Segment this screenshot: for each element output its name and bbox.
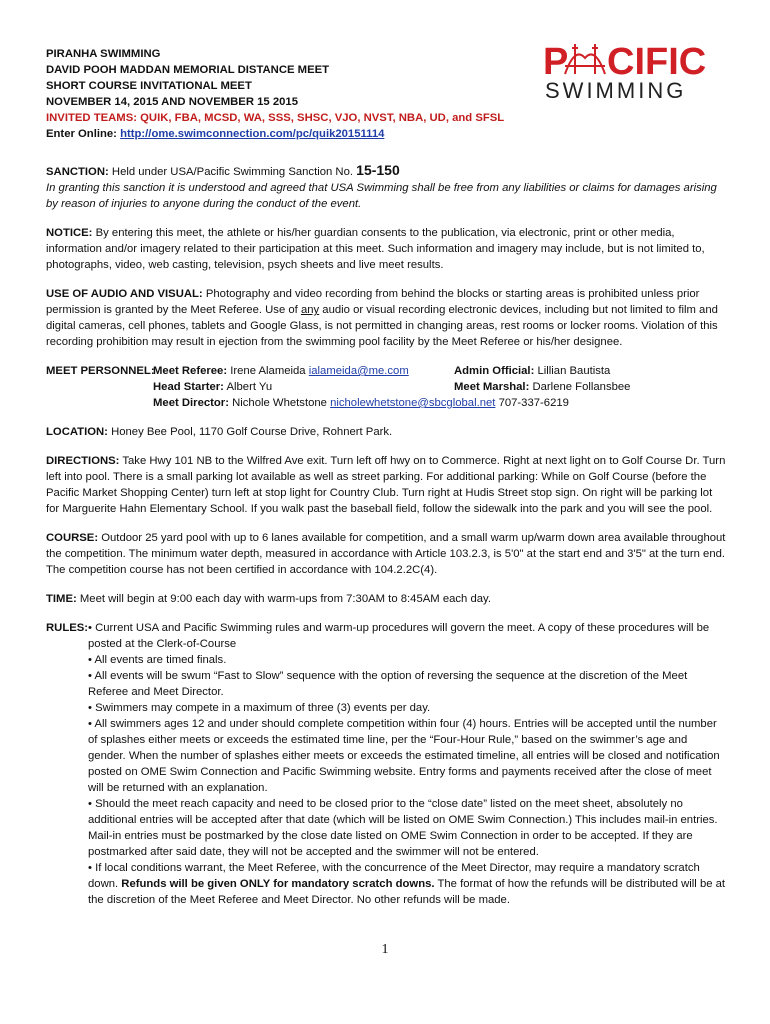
location-section bbox=[46, 424, 726, 440]
svg-text:CIFIC: CIFIC bbox=[607, 41, 707, 83]
directions-text: Take Hwy 101 NB to the Wilfred Ave exit. Turn left off hwy on to Commerce. Right at next light on to Golf Course Dr. Turn left into pool. There is a small parking lot available as well as street parking. For additional parking: While on Golf Course (before the Pacific Market Shopping Center) turn left at stop light for Country Club. Turn right at Hudis Street stop sign. On right will be parking lot for Marguerite Hahn Elementary School. If you walk past the baseball field, follow the sidewalk into the park and you will see the pool. bbox=[46, 455, 726, 515]
invited-teams: INVITED TEAMS: QUIK, FBA, MCSD, WA, SSS, SHSC, VJO, NVST, NBA, UD, and SFSL bbox=[46, 112, 505, 124]
rule-item: • All events are timed finals. bbox=[88, 654, 227, 666]
rule-item: • Current USA and Pacific Swimming rules and warm-up procedures will govern the meet. A copy of these procedures will be posted at the Clerk-of-Course bbox=[88, 622, 710, 650]
sanction-section bbox=[46, 162, 726, 212]
course-label: COURSE: bbox=[46, 532, 99, 544]
bullet-icon: • bbox=[88, 798, 92, 810]
svg-text:P: P bbox=[543, 41, 569, 83]
time-section bbox=[46, 591, 726, 607]
meet-type: SHORT COURSE INVITATIONAL MEET bbox=[46, 80, 252, 92]
director-label: Meet Director: bbox=[153, 397, 229, 409]
starter-name: Albert Yu bbox=[226, 381, 273, 393]
meet-name: DAVID POOH MADDAN MEMORIAL DISTANCE MEET bbox=[46, 64, 330, 76]
audio-visual-any: any bbox=[300, 304, 320, 316]
refund-policy: Refunds will be given ONLY for mandatory scratch downs. bbox=[121, 878, 435, 890]
director-phone: 707-337-6219 bbox=[498, 397, 569, 409]
referee-name: Irene Alameida bbox=[230, 365, 306, 377]
personnel-column-2 bbox=[454, 363, 630, 395]
rule-item: • All swimmers ages 12 and under should complete competition within four (4) hours. Entries will be accepted until the number of splashes either meets or exceeds the estimated time line, per the “Four-Hour Rule,” based on the swimmer’s age and gender. When the number of splashes either meets or exceeds the estimated timeline, all entries will be closed and notification posted on OME Swim Connection and Pacific Swimming website. Entry forms and payments received after the close of meet will be returned with an explanation. bbox=[88, 718, 720, 794]
bullet-icon: • bbox=[88, 670, 92, 682]
page-number: 1 bbox=[381, 942, 389, 957]
audio-visual-label: USE OF AUDIO AND VISUAL: bbox=[46, 288, 203, 300]
notice-label: NOTICE: bbox=[46, 227, 93, 239]
rules-list bbox=[88, 620, 726, 908]
rules-section bbox=[46, 620, 726, 908]
sanction-label: SANCTION: bbox=[46, 166, 109, 178]
sanction-disclaimer: In granting this sanction it is understood and agreed that USA Swimming shall be free from any liabilities or claims for damages arising by reason of injuries to anyone during the conduct of the event. bbox=[46, 182, 717, 210]
rule-item: • Swimmers may compete in a maximum of three (3) events per day. bbox=[88, 702, 431, 714]
rule-item: • If local conditions warrant, the Meet Referee, with the concurrence of the Meet Director, may require a mandatory scratch down. Refunds will be given ONLY for mandatory scratch downs. The format of how the refunds will be distributed will be at the discretion of the Meet Referee and Meet Director. No other refunds will be made. bbox=[88, 862, 726, 906]
marshal-name: Darlene Follansbee bbox=[532, 381, 631, 393]
starter-label: Head Starter: bbox=[153, 381, 224, 393]
notice-section bbox=[46, 225, 726, 273]
referee-label: Meet Referee: bbox=[153, 365, 228, 377]
audio-visual-text-a: Photography and video recording from behind the blocks or starting areas is prohibited unless prior permission is granted by the Meet Referee. Use of bbox=[46, 288, 700, 316]
bullet-icon: • bbox=[88, 622, 92, 634]
directions-label: DIRECTIONS: bbox=[46, 455, 120, 467]
course-section bbox=[46, 530, 726, 578]
org-name: PIRANHA SWIMMING bbox=[46, 48, 161, 60]
location-text: Honey Bee Pool, 1170 Golf Course Drive, Rohnert Park. bbox=[111, 426, 393, 438]
admin-label: Admin Official: bbox=[454, 365, 535, 377]
marshal-label: Meet Marshal: bbox=[454, 381, 530, 393]
enter-online-label: Enter Online: bbox=[46, 128, 117, 140]
admin-name: Lillian Bautista bbox=[537, 365, 611, 377]
referee-email[interactable]: ialameida@me.com bbox=[308, 365, 409, 377]
bullet-icon: • bbox=[88, 702, 92, 714]
enter-online-link[interactable]: http://ome.swimconnection.com/pc/quik20151114 bbox=[120, 128, 385, 140]
document-body bbox=[46, 46, 726, 908]
location-label: LOCATION: bbox=[46, 426, 108, 438]
rules-label: RULES: bbox=[46, 622, 89, 634]
meet-dates: NOVEMBER 14, 2015 AND NOVEMBER 15 2015 bbox=[46, 96, 298, 108]
bullet-icon: • bbox=[88, 862, 92, 874]
svg-text:SWIMMING: SWIMMING bbox=[545, 78, 687, 102]
audio-visual-text-b: audio or visual recording electronic devices, including but not limited to film and digital cameras, cell phones, tablets and Google Glass, is not permitted in changing areas, rest rooms or locker rooms. Violation of this recording prohibition may result in ejection from the swimming pool facility by the Meet Referee or his/her designee. bbox=[46, 304, 718, 348]
time-label: TIME: bbox=[46, 593, 77, 605]
course-text: Outdoor 25 yard pool with up to 6 lanes available for competition, and a small warm up/warm down area available throughout the competition. The minimum water depth, measured in accordance with Article 103.2.3, is 5'0" at the start end and 3'5" at the turn end. The competition course has not been certified in accordance with 104.2.2C(4). bbox=[46, 532, 726, 576]
directions-section bbox=[46, 453, 726, 517]
meet-personnel bbox=[46, 363, 726, 411]
director-email[interactable]: nicholewhetstone@sbcglobal.net bbox=[330, 397, 496, 409]
director-name: Nichole Whetstone bbox=[232, 397, 327, 409]
personnel-label: MEET PERSONNEL: bbox=[46, 365, 155, 377]
bullet-icon: • bbox=[88, 718, 92, 730]
bullet-icon: • bbox=[88, 654, 92, 666]
sanction-number: 15-150 bbox=[356, 162, 400, 178]
notice-text: By entering this meet, the athlete or his/her guardian consents to the publication, via electronic, print or other media, information and/or imagery related to their participation at this meet. Such information and imagery may include, but is not limited to, photographs, video, web casting, television, psych sheets and live meet results. bbox=[46, 227, 705, 271]
enter-online bbox=[46, 126, 726, 142]
audio-visual-section bbox=[46, 286, 726, 350]
rule-item: • All events will be swum “Fast to Slow” sequence with the option of reversing the sequence at the discretion of the Meet Referee and Meet Director. bbox=[88, 670, 688, 698]
sanction-text: Held under USA/Pacific Swimming Sanction No. bbox=[111, 166, 354, 178]
time-text: Meet will begin at 9:00 each day with warm-ups from 7:30AM to 8:45AM each day. bbox=[79, 593, 491, 605]
rule-item: • Should the meet reach capacity and need to be closed prior to the “close date” listed on the meet sheet, absolutely no additional entries will be accepted after that date (which will be listed on OME Swim Connection.) This includes mail-in entries. Mail-in entries must be postmarked by the close date listed on OME Swim Connection in order to be accepted. If they are postmarked after said date, they will not be accepted and the swimmer will not be entered. bbox=[88, 798, 718, 858]
